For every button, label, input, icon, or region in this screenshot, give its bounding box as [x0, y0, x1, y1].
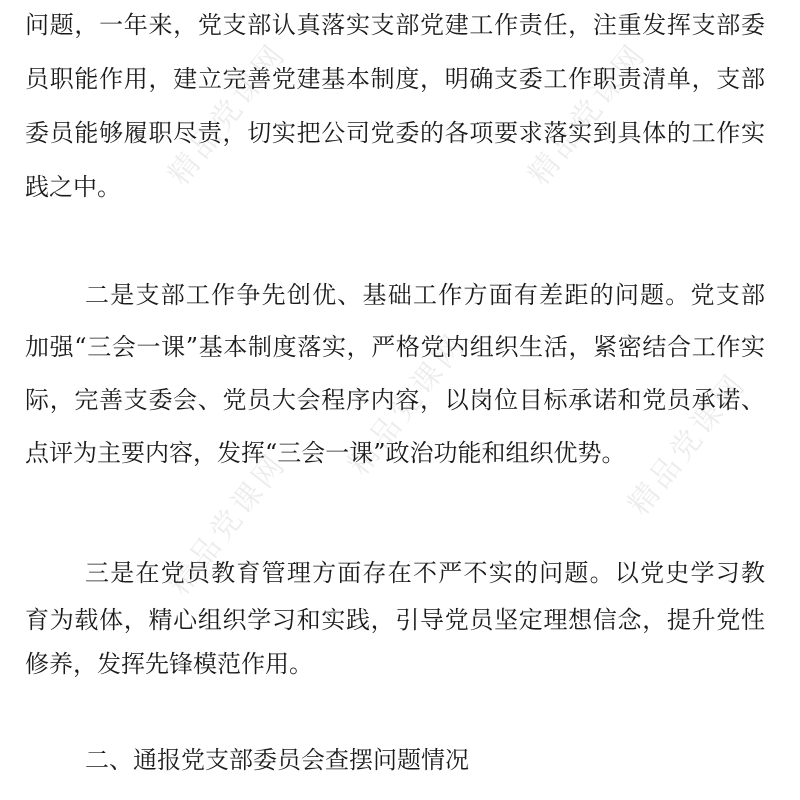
- text-line: 加强“三会一课”基本制度落实，严格党内组织生活，紧密结合工作实: [25, 333, 765, 361]
- section-heading: 二、通报党支部委员会查摆问题情况: [85, 746, 469, 774]
- watermark: 精品党课网: [521, 36, 654, 192]
- text-line: 二是支部工作争先创优、基础工作方面有差距的问题。党支部: [85, 281, 765, 309]
- text-line: 三是在党员教育管理方面存在不严不实的问题。以党史学习教: [85, 559, 765, 587]
- text-line: 际，完善支委会、党员大会程序内容，以岗位目标承诺和党员承诺、: [25, 386, 765, 414]
- text-line: 践之中。: [25, 173, 121, 201]
- text-line: 委员能够履职尽责，切实把公司党委的各项要求落实到具体的工作实: [25, 119, 765, 147]
- text-line: 问题，一年来，党支部认真落实支部党建工作责任，注重发挥支部委: [25, 11, 765, 39]
- text-line: 育为载体，精心组织学习和实践，引导党员坚定理想信念，提升党性: [25, 606, 765, 634]
- watermark: 精品党课网: [161, 36, 294, 192]
- watermark: 精品党课网: [341, 326, 474, 482]
- watermark: 精品党课网: [161, 446, 294, 602]
- watermark: 精品党课网: [621, 366, 754, 522]
- text-line: 修养，发挥先锋模范作用。: [25, 650, 313, 678]
- text-line: 点评为主要内容，发挥“三会一课”政治功能和组织优势。: [25, 439, 626, 467]
- text-line: 员职能作用，建立完善党建基本制度，明确支委工作职责清单，支部: [25, 65, 765, 93]
